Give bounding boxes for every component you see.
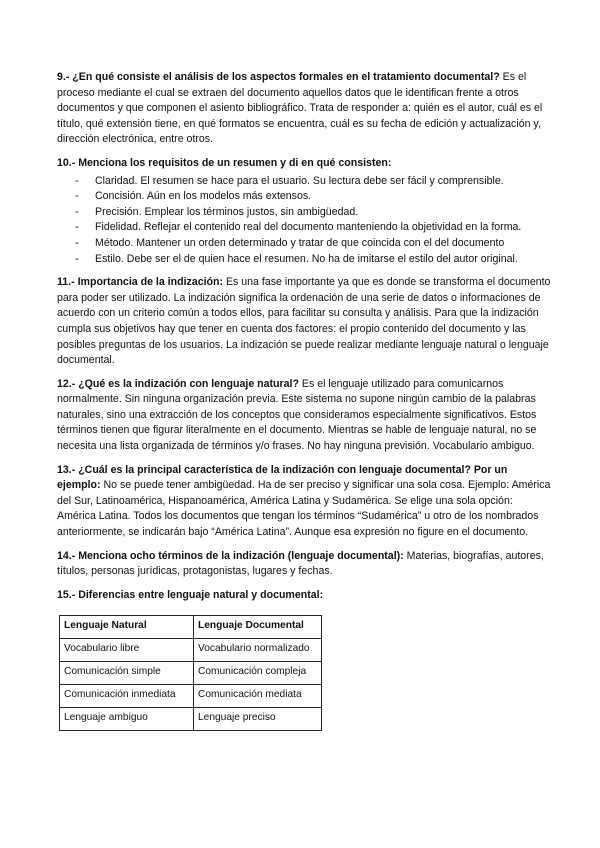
question-12-answer: Es el lenguaje utilizado para comunicarnos normalmente. Sin ninguna organización previa. Este sistema no supone ningún cambio de la palabras naturales, sino una extracción de los conceptos que consideramos especialmente significativos. Estos términos tienen que figurar literalmente en el documento. Mientras se hable de lenguaje natural, no se necesita una lista organizada de términos y/o frases. No hay ninguna previsión. Vocabulario ambiguo.: [57, 377, 537, 453]
question-10: [57, 156, 552, 172]
question-13: [57, 463, 552, 541]
list-item: - Claridad. El resumen se hace para el usuario. Su lectura debe ser fácil y comprensible.: [57, 174, 552, 190]
resumen-requirements-list: [57, 174, 552, 268]
list-item: - Método. Mantener un orden determinado y tratar de que coincida con el del documento: [57, 236, 552, 252]
question-11: [57, 275, 552, 369]
list-item: - Estilo. Debe ser el de quien hace el resumen. No ha de imitarse el estilo del autor original.: [57, 252, 552, 268]
column-header: Lenguaje Natural: [60, 616, 194, 639]
question-13-heading: 13.- ¿Cuál es la principal característica de la indización con lenguaje documental? Por un ejemplo:: [57, 463, 508, 492]
list-item: - Precisión. Emplear los términos justos, sin ambigüedad.: [57, 205, 552, 221]
table-row: [60, 662, 322, 685]
table-cell: Comunicación simple: [60, 662, 194, 685]
document-content: [57, 70, 552, 731]
question-9-heading: 9.- ¿En qué consiste el análisis de los aspectos formales en el tratamiento documental?: [57, 71, 500, 83]
list-item: - Concisión. Aún en los modelos más extensos.: [57, 189, 552, 205]
question-9-answer: Es el proceso mediante el cual se extraen del documento aquellos datos que le identifican frente a otros documentos y que componen el asiento bibliográfico. Trata de responder a: quién es el autor, cuál es el título, qué extensión tiene, en qué formatos se encuentra, cuál es su fecha de edición y actualización y, dirección electrónica, entre otros.: [57, 71, 543, 146]
table-cell: Vocabulario libre: [60, 639, 194, 662]
question-11-answer: Es una fase importante ya que es donde se transforma el documento para poder ser utilizado. La indización significa la ordenación de una serie de datos o informaciones de acuerdo con un criterio común a todos ellos, para facilitar su consulta y análisis. Para que la indización cumpla sus objetivos hay que tener en cuenta dos factores: el propio contenido del documento y las posibles preguntas de los usuarios. La indización se puede realizar mediante lenguaje natural o lenguaje documental.: [57, 276, 551, 367]
question-9: [57, 70, 552, 148]
table-row: [60, 708, 322, 731]
question-12: [57, 377, 552, 455]
question-15: [57, 588, 552, 604]
list-item: - Fidelidad. Reflejar el contenido real del documento manteniendo la objetividad en la forma.: [57, 220, 552, 236]
question-14-answer: Materias, biografías, autores, títulos, personas jurídicas, protagonistas, lugares y fechas.: [57, 549, 544, 578]
table-cell: Lenguaje preciso: [194, 708, 322, 731]
question-15-heading: 15.- Diferencias entre lenguaje natural y documental:: [57, 588, 324, 601]
table-cell: Comunicación mediata: [194, 685, 322, 708]
table-cell: Lenguaje ambiguo: [60, 708, 194, 731]
question-10-heading: 10.- Menciona los requisitos de un resumen y di en qué consisten:: [57, 156, 392, 169]
column-header: Lenguaje Documental: [194, 616, 322, 639]
table-row: [60, 685, 322, 708]
question-12-heading: 12.- ¿Qué es la indización con lenguaje natural?: [57, 377, 299, 390]
question-11-heading: 11.- Importancia de la indización:: [57, 276, 224, 289]
question-14-heading: 14.- Menciona ocho términos de la indización (lenguaje documental):: [57, 549, 404, 562]
comparison-table: [59, 615, 322, 731]
table-header-row: [60, 616, 322, 639]
table-row: [60, 639, 322, 662]
question-13-answer: No se puede tener ambigüedad. Ha de ser preciso y significar una sola cosa. Ejemplo: América del Sur, Latinoamérica, Hispanoamérica, América Latina y Sudamérica. Se elige una sola opción: América Latina. Todos los documentos que tengan los términos “Sudamérica” u otro de los nombrados anteriormente, se indicarán bajo “América Latina”. Aunque esa expresión no figure en el documento.: [57, 479, 551, 539]
table-cell: Vocabulario normalizado: [194, 639, 322, 662]
table-cell: Comunicación compleja: [194, 662, 322, 685]
table-cell: Comunicación inmediata: [60, 685, 194, 708]
question-14: [57, 549, 552, 580]
